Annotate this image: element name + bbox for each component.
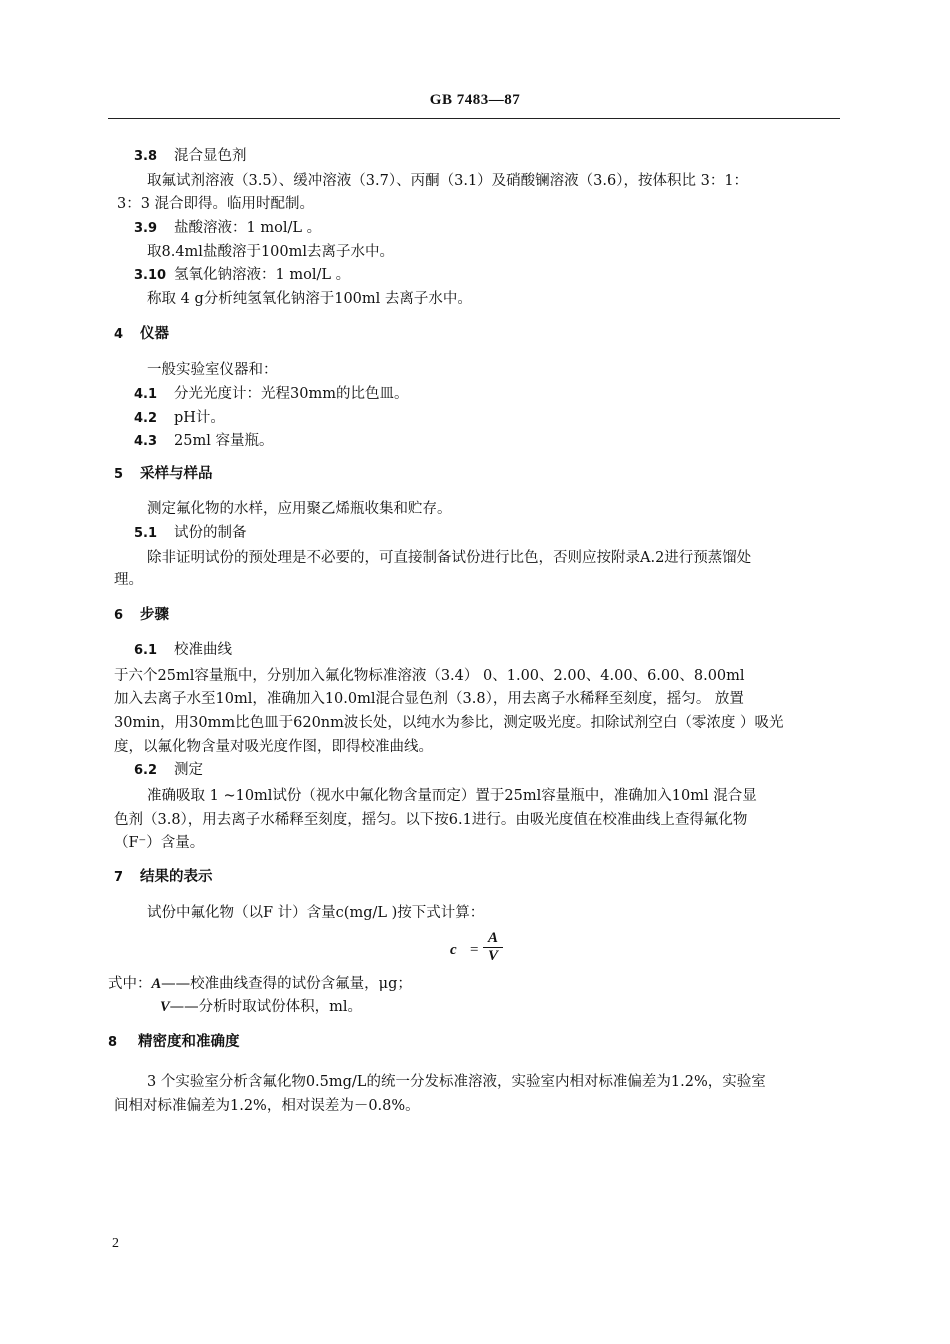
section-title: 仪器 [140, 325, 169, 342]
paragraph-line: 测定氟化物的水样，应用聚乙烯瓶收集和贮存。 [147, 501, 452, 517]
paragraph-line: 色剂（3.8），用去离子水稀释至刻度，摇匀。以下按6.1进行。由吸光度值在校准曲线上查得氟化物 [114, 812, 748, 828]
section-title: 步骤 [140, 606, 169, 623]
section-5-heading [114, 465, 213, 484]
paragraph-line: 度，以氟化物含量对吸光度作图，即得校准曲线。 [114, 739, 433, 755]
clause-5-1-heading [134, 524, 247, 543]
section-title: 采样与样品 [140, 465, 213, 482]
formula-lhs: c [450, 942, 457, 958]
section-title: 精密度和准确度 [138, 1033, 240, 1050]
clause-3-10-heading [134, 266, 350, 285]
clause-title: 混合显色剂 [174, 148, 247, 164]
clause-number: 3.8 [134, 149, 158, 164]
clause-title: 分光光度计：光程30mm的比色皿。 [174, 386, 409, 402]
section-6-heading [114, 606, 169, 625]
clause-number: 4.2 [134, 411, 158, 426]
clause-6-1-heading [134, 641, 232, 660]
paragraph-line: 取8.4ml盐酸溶于100ml去离子水中。 [147, 244, 395, 260]
clause-title: pH计。 [174, 410, 225, 426]
paragraph-line: 3 个实验室分析含氟化物0.5mg/L的统一分发标准溶液，实验室内相对标准偏差为1.2%，实验室 [147, 1074, 766, 1090]
clause-number: 3.9 [134, 221, 158, 236]
section-title: 结果的表示 [140, 868, 213, 885]
clause-3-9-heading [134, 219, 321, 238]
section-number: 5 [114, 467, 124, 482]
formula-where-V [160, 998, 362, 1016]
clause-3-8-heading [134, 147, 247, 166]
formula-numerator: A [483, 930, 503, 948]
section-number: 4 [114, 327, 124, 342]
clause-title: 测定 [174, 762, 203, 778]
section-number: 8 [108, 1035, 118, 1050]
where-prefix: 式中： [108, 976, 152, 992]
paragraph-line: 30min，用30mm比色皿于620nm波长处，以纯水为参比，测定吸光度。扣除试剂空白（零浓度 ）吸光 [114, 715, 784, 731]
clause-title: 盐酸溶液：1 mol/L 。 [174, 220, 322, 236]
section-8-heading [108, 1033, 240, 1052]
clause-number: 6.2 [134, 763, 158, 778]
section-7-heading [114, 868, 213, 887]
clause-number: 5.1 [134, 526, 158, 541]
paragraph-line: 理。 [114, 572, 143, 588]
formula-equals: = [470, 942, 479, 958]
paragraph-line: 于六个25ml容量瓶中，分别加入氟化物标准溶液（3.4） 0、1.00、2.00、4.00、6.00、8.00ml [114, 668, 745, 684]
variable-V: V [160, 999, 170, 1015]
clause-number: 4.1 [134, 387, 158, 402]
paragraph-line: 加入去离子水至10ml，准确加入10.0ml混合显色剂（3.8），用去离子水稀释至刻度，摇匀。 放置 [114, 691, 744, 707]
clause-title: 氢氧化钠溶液：1 mol/L 。 [174, 267, 351, 283]
formula-where-A [108, 975, 412, 993]
page-number: 2 [112, 1236, 119, 1251]
section-number: 6 [114, 608, 124, 623]
clause-4-1 [134, 385, 408, 404]
header-rule [108, 118, 840, 119]
clause-number: 3.10 [134, 268, 167, 283]
clause-4-2 [134, 409, 225, 428]
clause-6-2-heading [134, 761, 203, 780]
page-header-standard-number: GB 7483—87 [429, 92, 521, 108]
paragraph-line: 称取 4 g分析纯氢氧化钠溶于100ml 去离子水中。 [147, 291, 472, 307]
paragraph-line: 准确吸取 1 ~10ml试份（视水中氟化物含量而定）置于25ml容量瓶中，准确加入10ml 混合显 [147, 788, 757, 804]
formula-fraction [483, 930, 503, 965]
clause-title: 校准曲线 [174, 642, 232, 658]
variable-A-definition: ——校准曲线查得的试份含氟量，μg； [161, 976, 412, 992]
variable-A: A [151, 976, 162, 992]
section-4-heading [114, 325, 169, 344]
paragraph-line: 试份中氟化物（以F 计）含量c(mg/L )按下式计算： [147, 905, 485, 921]
paragraph-line: 取氟试剂溶液（3.5）、缓冲溶液（3.7）、丙酮（3.1）及硝酸镧溶液（3.6），按体积比 3：1： [147, 173, 749, 189]
variable-V-definition: ——分析时取试份体积，ml。 [169, 999, 363, 1015]
clause-title: 试份的制备 [174, 525, 247, 541]
section-number: 7 [114, 870, 124, 885]
paragraph-line: 3：3 混合即得。临用时配制。 [117, 196, 315, 212]
clause-number: 6.1 [134, 643, 158, 658]
clause-4-3 [134, 432, 273, 451]
paragraph-line: 一般实验室仪器和： [147, 362, 278, 378]
paragraph-line: 除非证明试份的预处理是不必要的，可直接制备试份进行比色，否则应按附录A.2进行预蒸馏处 [147, 550, 752, 566]
clause-number: 4.3 [134, 434, 158, 449]
formula-denominator: V [487, 948, 498, 964]
clause-title: 25ml 容量瓶。 [174, 433, 274, 449]
paragraph-line: （F⁻）含量。 [114, 835, 205, 851]
paragraph-line: 间相对标准偏差为1.2%，相对误差为－0.8%。 [114, 1098, 420, 1114]
